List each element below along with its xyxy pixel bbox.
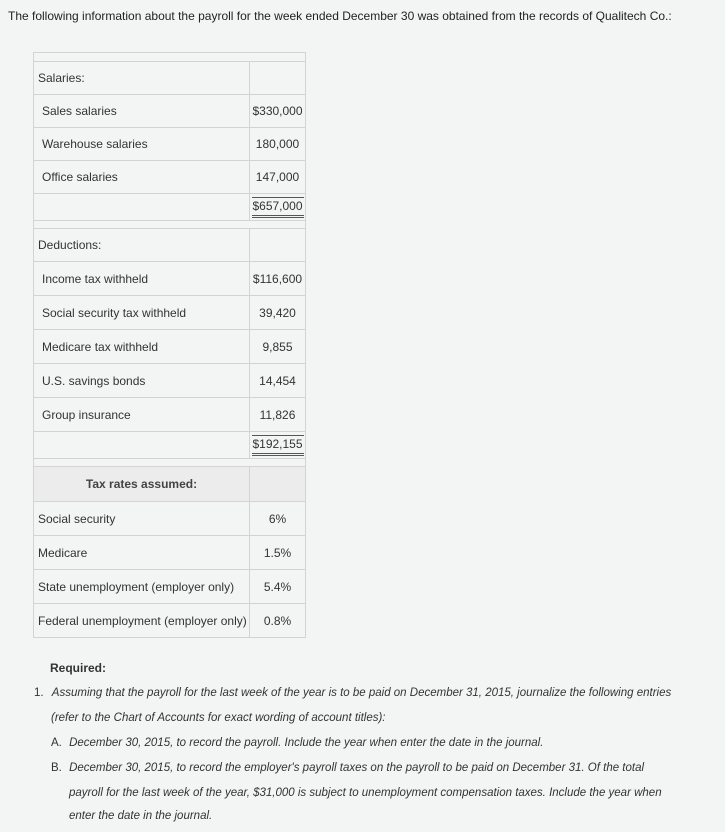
empty-cell (33, 432, 250, 458)
part-b (51, 756, 644, 781)
part-a (51, 731, 543, 756)
table-row (33, 128, 306, 161)
part-b-text: December 30, 2015, to record the employer's payroll taxes on the payroll to be paid on December 31. Of the total (69, 762, 645, 774)
part-b-letter: B. (51, 762, 62, 774)
empty-cell (250, 229, 306, 261)
row-label: Social security tax withheld (33, 296, 250, 329)
row-label: Social security (33, 502, 250, 535)
table-row (33, 502, 306, 536)
row-value: $330,000 (250, 95, 306, 127)
table-row (33, 604, 306, 638)
row-label: Warehouse salaries (33, 128, 250, 160)
table-spacer (33, 459, 306, 467)
row-value: 39,420 (250, 296, 306, 329)
empty-cell (250, 467, 306, 501)
row-label: Income tax withheld (33, 262, 250, 295)
question-text: Assuming that the payroll for the last week of the year is to be paid on December 31, 2015, journalize the following entries (51, 687, 672, 699)
salaries-total: $657,000 (252, 197, 304, 218)
deductions-header-row (33, 229, 306, 262)
row-value: 14,454 (250, 364, 306, 397)
part-b-line-3: enter the date in the journal. (69, 810, 213, 822)
salaries-header: Salaries: (33, 62, 250, 94)
row-value: 147,000 (250, 161, 306, 193)
part-a-letter: A. (51, 737, 62, 749)
part-a-text: December 30, 2015, to record the payroll. Include the year when enter the date in the journal. (69, 737, 544, 749)
question-1-line-2: (refer to the Chart of Accounts for exact wording of account titles): (51, 712, 386, 724)
row-value: 180,000 (250, 128, 306, 160)
table-row (33, 330, 306, 364)
row-value: 9,855 (250, 330, 306, 363)
row-value: 1.5% (250, 536, 306, 569)
deductions-header: Deductions: (33, 229, 250, 261)
table-row (33, 536, 306, 570)
row-label: State unemployment (employer only) (33, 570, 250, 603)
row-label: Group insurance (33, 398, 250, 431)
row-label: Medicare (33, 536, 250, 569)
deductions-total-row (33, 432, 306, 459)
deductions-total: $192,155 (252, 435, 304, 456)
required-heading: Required: (50, 661, 107, 675)
table-spacer (33, 53, 306, 62)
question-1-line-1 (34, 681, 671, 706)
row-value: 6% (250, 502, 306, 535)
table-row (33, 570, 306, 604)
deductions-total-cell (250, 432, 306, 458)
table-row (33, 296, 306, 330)
row-label: U.S. savings bonds (33, 364, 250, 397)
salaries-header-row (33, 62, 306, 95)
row-label: Medicare tax withheld (33, 330, 250, 363)
salaries-total-cell (250, 194, 306, 220)
table-row (33, 95, 306, 128)
row-value: $116,600 (250, 262, 306, 295)
table-row (33, 161, 306, 194)
row-label: Sales salaries (33, 95, 250, 127)
question-number: 1. (34, 687, 44, 699)
row-value: 5.4% (250, 570, 306, 603)
table-row (33, 364, 306, 398)
payroll-table (33, 52, 306, 638)
empty-cell (33, 194, 250, 220)
table-row (33, 262, 306, 296)
tax-rates-header-row (33, 467, 306, 502)
row-label: Office salaries (33, 161, 250, 193)
table-spacer (33, 221, 306, 229)
empty-cell (250, 62, 306, 94)
tax-rates-header: Tax rates assumed: (33, 467, 250, 501)
part-b-line-2: payroll for the last week of the year, $31,000 is subject to unemployment compensation taxes. Include the year when (69, 787, 662, 799)
row-value: 0.8% (250, 604, 306, 637)
row-label: Federal unemployment (employer only) (33, 604, 250, 637)
salaries-total-row (33, 194, 306, 221)
row-value: 11,826 (250, 398, 306, 431)
table-row (33, 398, 306, 432)
intro-text: The following information about the payroll for the week ended December 30 was obtained from the records of Qualitech Co.: (8, 9, 672, 23)
